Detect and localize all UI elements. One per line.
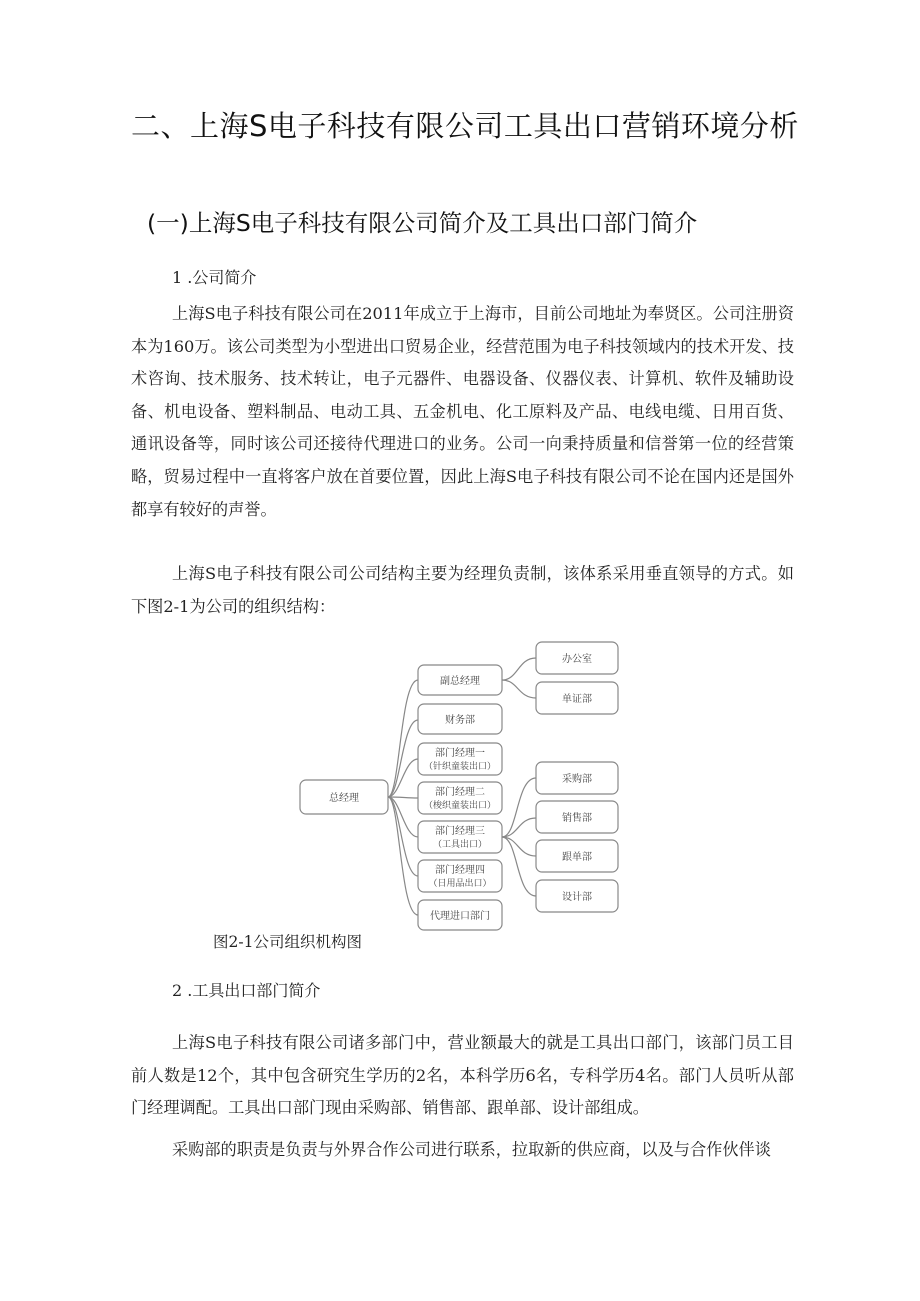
section-1-title: 1 .公司简介 [172, 268, 257, 287]
org-node-import [418, 900, 502, 930]
org-node-deputy [418, 665, 502, 695]
org-import-label: 代理进口部门 [430, 911, 490, 922]
org-office-label: 办公室 [562, 654, 592, 665]
org-mgr4-line2: （日用品出口） [428, 879, 492, 889]
org-node-docs [536, 682, 618, 714]
org-node-root [300, 780, 388, 814]
org-docs-label: 单证部 [562, 694, 592, 705]
sub-heading: (一)上海S电子科技有限公司简介及工具出口部门简介 [147, 209, 698, 237]
org-deputy-label: 副总经理 [440, 676, 480, 687]
org-follow-label: 跟单部 [562, 852, 592, 863]
org-node-mgr1 [418, 743, 502, 775]
org-chart-svg [290, 632, 630, 932]
figure-caption: 图2-1公司组织机构图 [213, 933, 362, 951]
connector-root-mgr4 [388, 797, 418, 876]
org-finance-label: 财务部 [445, 715, 475, 726]
org-node-mgr2 [418, 782, 502, 814]
org-mgr3-line2: （工具出口） [432, 840, 488, 850]
org-design-label: 设计部 [562, 892, 592, 903]
org-mgr2-line2: （梭织童装出口） [423, 801, 497, 811]
paragraph-structure: 上海S电子科技有限公司公司结构主要为经理负责制，该体系采用垂直领导的方式。如下图2-1为公司的组织结构： [131, 564, 794, 616]
org-mgr2-line1: 部门经理二 [435, 787, 485, 798]
connector-root-mgr2 [388, 797, 418, 798]
org-node-finance [418, 704, 502, 734]
section-2-title: 2 .工具出口部门简介 [172, 981, 321, 1000]
connector-tools-design [502, 837, 536, 896]
org-node-follow [536, 840, 618, 872]
org-chart [290, 632, 630, 932]
org-node-purchase [536, 762, 618, 794]
connector-deputy-office [502, 658, 536, 680]
org-node-mgr4 [418, 860, 502, 892]
org-mgr1-line2: （针织童装出口） [423, 762, 497, 772]
org-purchase-label: 采购部 [562, 774, 592, 785]
org-mgr4-line1: 部门经理四 [435, 865, 485, 876]
org-root-label: 总经理 [329, 793, 359, 804]
connector-root-deputy [388, 680, 418, 797]
org-node-office [536, 642, 618, 674]
connector-deputy-docs [502, 680, 536, 698]
connector-tools-purchase [502, 778, 536, 837]
connector-root-import [388, 797, 418, 915]
paragraph-purchase-duty: 采购部的职责是负责与外界合作公司进行联系，拉取新的供应商，以及与合作伙伴谈 [172, 1140, 771, 1159]
org-sales-label: 销售部 [562, 813, 592, 824]
org-mgr1-line1: 部门经理一 [435, 748, 485, 759]
org-node-sales [536, 801, 618, 833]
paragraph-company-intro: 上海S电子科技有限公司在2011年成立于上海市，目前公司地址为奉贤区。公司注册资本为160万。该公司类型为小型进出口贸易企业，经营范围为电子科技领域内的技术开发、技术咨询、技术服务、技术转让，电子元器件、电器设备、仪器仪表、计算机、软件及辅助设备、机电设备、塑料制品、电动工具、五金机电、化工原料及产品、电线电缆、日用百货、通讯设备等，同时该公司还接待代理进口的业务。公司一向秉持质量和信誉第一位的经营策略，贸易过程中一直将客户放在首要位置，因此上海S电子科技有限公司不论在国内还是国外都享有较好的声誉。 [131, 304, 794, 519]
org-node-design [536, 880, 618, 912]
paragraph-tools-dept: 上海S电子科技有限公司诸多部门中，营业额最大的就是工具出口部门，该部门员工目前人数是12个，其中包含研究生学历的2名，本科学历6名，专科学历4名。部门人员听从部门经理调配。工具出口部门现由采购部、销售部、跟单部、设计部组成。 [131, 1033, 794, 1118]
connector-root-finance [388, 720, 418, 797]
org-node-mgr3 [418, 821, 502, 853]
org-mgr3-line1: 部门经理三 [435, 826, 485, 837]
main-heading: 二、上海S电子科技有限公司工具出口营销环境分析 [131, 109, 799, 143]
